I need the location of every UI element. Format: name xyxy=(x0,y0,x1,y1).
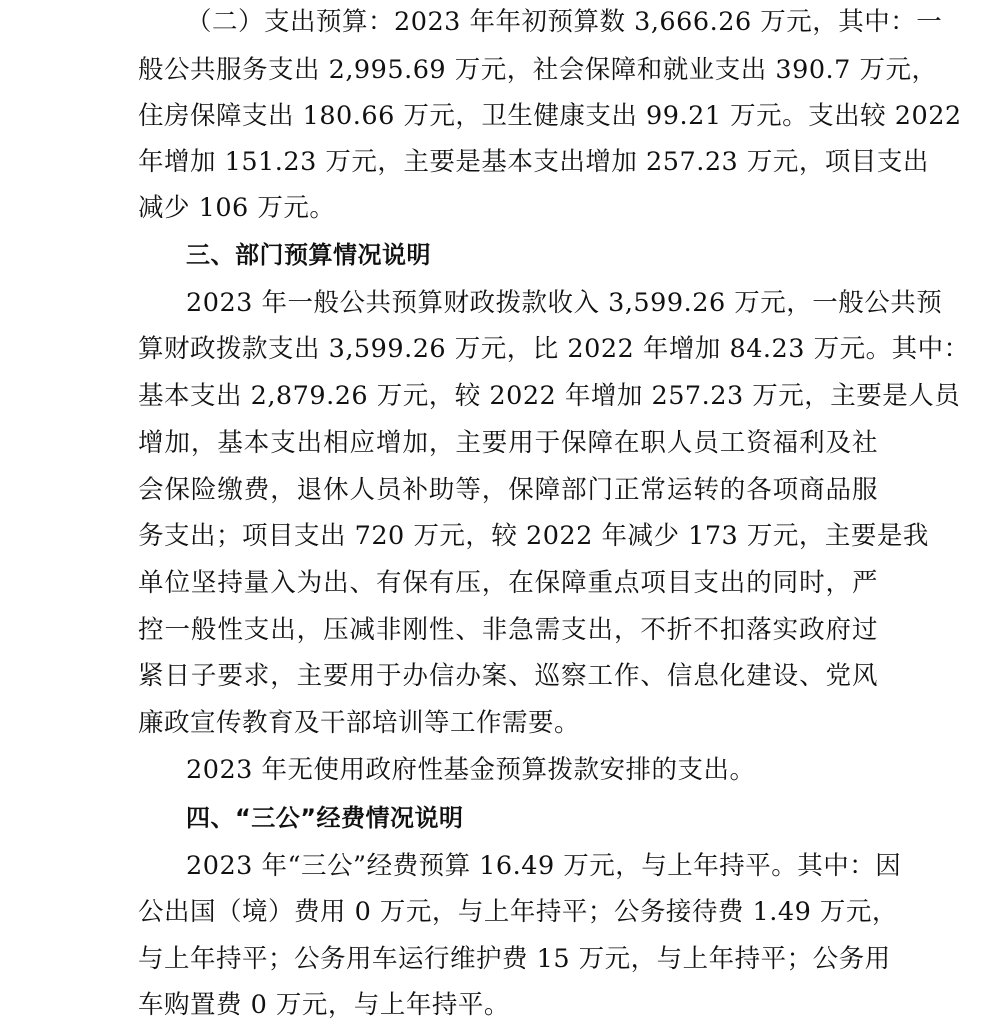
section3-para1-line-10: 廉政宣传教育及干部培训等工作需要。 xyxy=(138,708,581,738)
section3-para1-line-9: 紧日子要求，主要用于办信办案、巡察工作、信息化建设、党风 xyxy=(138,661,878,691)
section3-para1-line-2: 算财政拨款支出 3,599.26 万元，比 2022 年增加 84.23 万元。其中： xyxy=(138,334,970,364)
section3-para1-line-6: 务支出；项目支出 720 万元，较 2022 年减少 173 万元，主要是我 xyxy=(138,521,929,551)
section3-para2: 2023 年无使用政府性基金预算拨款安排的支出。 xyxy=(186,755,756,785)
section4-heading: 四、“三公”经费情况说明 xyxy=(186,804,464,832)
section2-line-3: 住房保障支出 180.66 万元，卫生健康支出 99.21 万元。支出较 2022 xyxy=(138,101,962,131)
section3-para1-line-4: 增加，基本支出相应增加，主要用于保障在职人员工资福利及社 xyxy=(138,428,878,458)
section4-line-1: 2023 年“三公”经费预算 16.49 万元，与上年持平。其中：因 xyxy=(186,851,902,881)
section2-line-4: 年增加 151.23 万元，主要是基本支出增加 257.23 万元，项目支出 xyxy=(138,147,929,177)
section3-para1-line-5: 会保险缴费，退休人员补助等，保障部门正常运转的各项商品服 xyxy=(138,475,878,505)
section3-para1-line-7: 单位坚持量入为出、有保有压，在保障重点项目支出的同时，严 xyxy=(138,568,878,598)
section2-line-5: 减少 106 万元。 xyxy=(138,193,336,223)
section4-line-3: 与上年持平；公务用车运行维护费 15 万元，与上年持平；公务用 xyxy=(138,944,891,974)
section3-para1-line-1: 2023 年一般公共预算财政拨款收入 3,599.26 万元，一般公共预 xyxy=(186,288,943,318)
section4-line-4: 车购置费 0 万元，与上年持平。 xyxy=(138,990,510,1020)
section2-line-2: 般公共服务支出 2,995.69 万元，社会保障和就业支出 390.7 万元， xyxy=(138,55,938,85)
section3-heading: 三、部门预算情况说明 xyxy=(186,241,431,269)
section4-line-2: 公出国（境）费用 0 万元，与上年持平；公务接待费 1.49 万元， xyxy=(138,897,898,927)
section3-para1-line-3: 基本支出 2,879.26 万元，较 2022 年增加 257.23 万元，主要是人员 xyxy=(138,381,961,411)
section3-para1-line-8: 控一般性支出，压减非刚性、非急需支出，不折不扣落实政府过 xyxy=(138,615,878,645)
section2-line-1: （二）支出预算：2023 年年初预算数 3,666.26 万元，其中：一 xyxy=(186,7,943,37)
